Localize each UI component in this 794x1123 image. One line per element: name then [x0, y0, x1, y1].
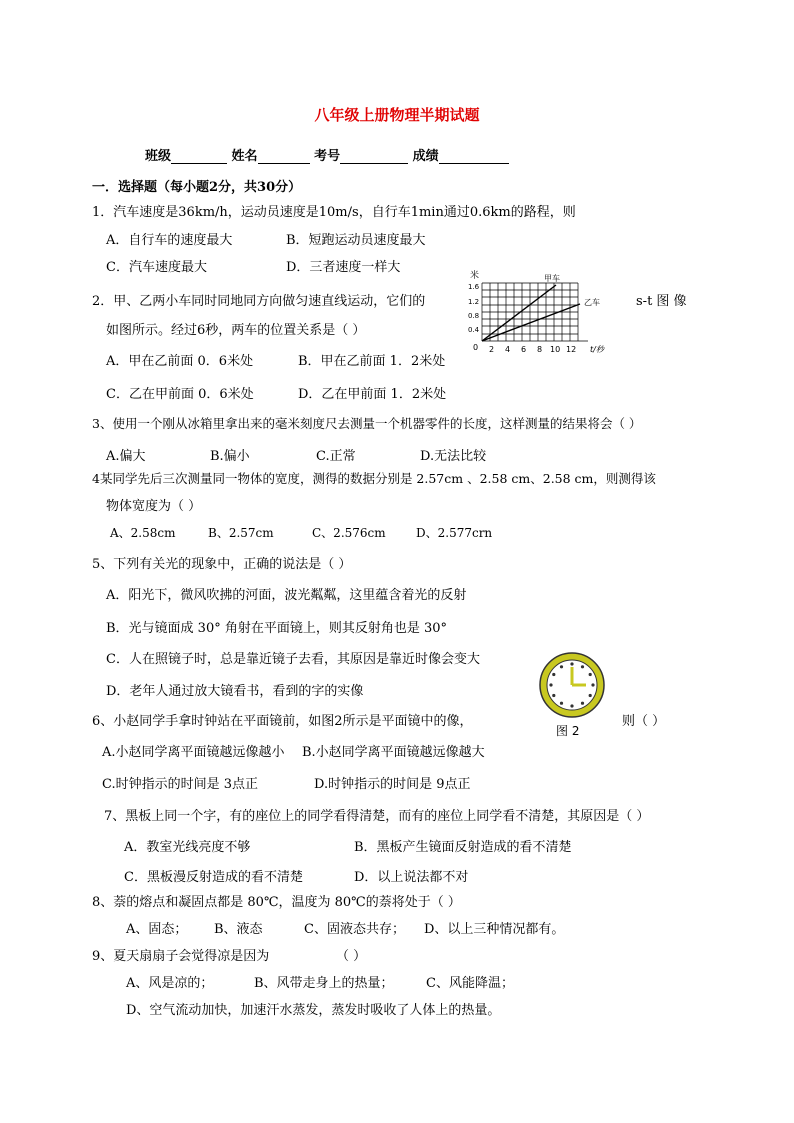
st-graph: [460, 268, 630, 356]
q2-stem-line1: 2．甲、乙两小车同时同地同方向做匀速直线运动，它们的: [92, 294, 426, 309]
xtick: 2: [489, 345, 495, 354]
series-yi-label: 乙车: [584, 298, 600, 307]
q6-stem-tail: 则（ ）: [622, 714, 666, 729]
q5-stem: 5、下列有关光的现象中，正确的说法是（ ）: [92, 557, 352, 572]
q3-option-d: D.无法比较: [420, 449, 487, 464]
name-blank: [258, 149, 310, 164]
q7-option-b: B．黑板产生镜面反射造成的看不清楚: [354, 840, 572, 855]
q2-stem-tail: s-t 图 像: [636, 294, 687, 309]
q5-option-d: D．老年人通过放大镜看书，看到的字的实像: [106, 684, 364, 699]
q6-option-b: B.小赵同学离平面镜越远像越大: [302, 745, 485, 760]
q9-option-a: A、风是凉的；: [126, 976, 214, 991]
name-label: 姓名: [231, 149, 258, 164]
q2-option-c: C．乙在甲前面 0．6米处: [106, 387, 254, 402]
q9-option-b: B、风带走身上的热量；: [254, 976, 394, 991]
series-yi-line: [482, 304, 580, 341]
q3-option-c: C.正常: [316, 449, 356, 464]
q9-option-c: C、风能降温；: [426, 976, 514, 991]
q4-stem-line1: 4某同学先后三次测量同一物体的宽度，测得的数据分别是 2.57cm 、2.58 cm、2.58 cm，则测得该: [92, 471, 656, 486]
q4-stem-line2: 物体宽度为（ ）: [106, 499, 202, 514]
clock-figure: [536, 652, 608, 742]
ytick: 0.8: [468, 312, 480, 320]
ytick: 1.2: [468, 298, 480, 306]
q2-option-b: B．甲在乙前面 1．2米处: [298, 354, 446, 369]
student-info-line: [145, 145, 509, 164]
q7-option-a: A．教室光线亮度不够: [124, 840, 251, 855]
q8-option-a: A、固态；: [126, 922, 188, 937]
q1-stem: 1．汽车速度是36km/h，运动员速度是10m/s，自行车1min通过0.6km的路程，则: [92, 205, 576, 220]
q8-option-c: C、固液态共存；: [304, 922, 405, 937]
ytick: 0.4: [468, 326, 480, 334]
q5-option-c: C．人在照镜子时，总是靠近镜子去看，其原因是靠近时像会变大: [106, 652, 480, 667]
q6-option-a: A.小赵同学离平面镜越远像越小: [102, 745, 285, 760]
graph-xlabel: t/秒: [590, 345, 604, 354]
q2-stem-line2: 如图所示。经过6秒，两车的位置关系是（ ）: [106, 323, 366, 338]
xtick: 12: [566, 345, 577, 354]
q1-option-c: C．汽车速度最大: [106, 260, 207, 275]
q7-option-d: D．以上说法都不对: [354, 870, 469, 885]
number-label: 考号: [314, 149, 341, 164]
series-jia-label: 甲车: [544, 274, 560, 283]
q3-option-a: A.偏大: [106, 449, 146, 464]
class-blank: [171, 149, 227, 164]
q1-option-b: B．短跑运动员速度最大: [286, 233, 426, 248]
q6-option-d: D.时钟指示的时间是 9点正: [314, 777, 471, 792]
section-heading: 一．选择题（每小题2分，共30分）: [92, 180, 302, 195]
q4-option-c: C、2.576cm: [312, 526, 386, 540]
xtick: 6: [521, 345, 527, 354]
q2-option-a: A．甲在乙前面 0．6米处: [106, 354, 254, 369]
ytick: 1.6: [468, 283, 480, 291]
page-title: 八年级上册物理半期试题: [314, 106, 480, 124]
number-blank: [340, 149, 408, 164]
q8-stem: 8、萘的熔点和凝固点都是 80℃，温度为 80℃的萘将处于（ ）: [92, 895, 461, 910]
clock-figure-caption: 图 2: [556, 724, 580, 738]
q7-option-c: C．黑板漫反射造成的看不清楚: [124, 870, 303, 885]
q4-option-a: A、2.58cm: [110, 526, 176, 540]
xtick: 10: [550, 345, 561, 354]
q5-option-b: B．光与镜面成 30° 角射在平面镜上，则其反射角也是 30°: [106, 621, 448, 636]
q9-stem: 9、夏天扇扇子会觉得凉是因为: [92, 949, 270, 964]
q7-stem: 7、黑板上同一个字，有的座位上的同学看得清楚，而有的座位上同学看不清楚，其原因是（ ）: [104, 809, 650, 824]
graph-ylabel: 米: [470, 271, 480, 281]
q8-option-b: B、液态: [214, 922, 263, 937]
q1-option-d: D．三者速度一样大: [286, 260, 401, 275]
xtick: 4: [505, 345, 511, 354]
q9-option-d: D、空气流动加快，加速汗水蒸发，蒸发时吸收了人体上的热量。: [126, 1003, 501, 1018]
xtick: 8: [537, 345, 543, 354]
q3-stem: 3、使用一个刚从冰箱里拿出来的毫米刻度尺去测量一个机器零件的长度，这样测量的结果将会（ ）: [92, 416, 642, 431]
q4-option-d: D、2.577crn: [416, 526, 493, 540]
q8-option-d: D、以上三种情况都有。: [424, 922, 565, 937]
score-label: 成绩: [412, 149, 439, 164]
q2-option-d: D．乙在甲前面 1．2米处: [298, 387, 447, 402]
class-label: 班级: [145, 149, 172, 164]
series-jia-line: [482, 285, 556, 341]
q1-option-a: A．自行车的速度最大: [106, 233, 233, 248]
q4-option-b: B、2.57cm: [208, 526, 274, 540]
q3-option-b: B.偏小: [210, 449, 250, 464]
score-blank: [439, 149, 509, 164]
q6-stem: 6、小赵同学手拿时钟站在平面镜前，如图2所示是平面镜中的像，: [92, 714, 473, 729]
q6-option-c: C.时钟指示的时间是 3点正: [102, 777, 259, 792]
q5-option-a: A．阳光下，微风吹拂的河面，波光粼粼，这里蕴含着光的反射: [106, 588, 467, 603]
q9-paren: （ ）: [336, 949, 367, 964]
xtick: 0: [473, 343, 479, 352]
